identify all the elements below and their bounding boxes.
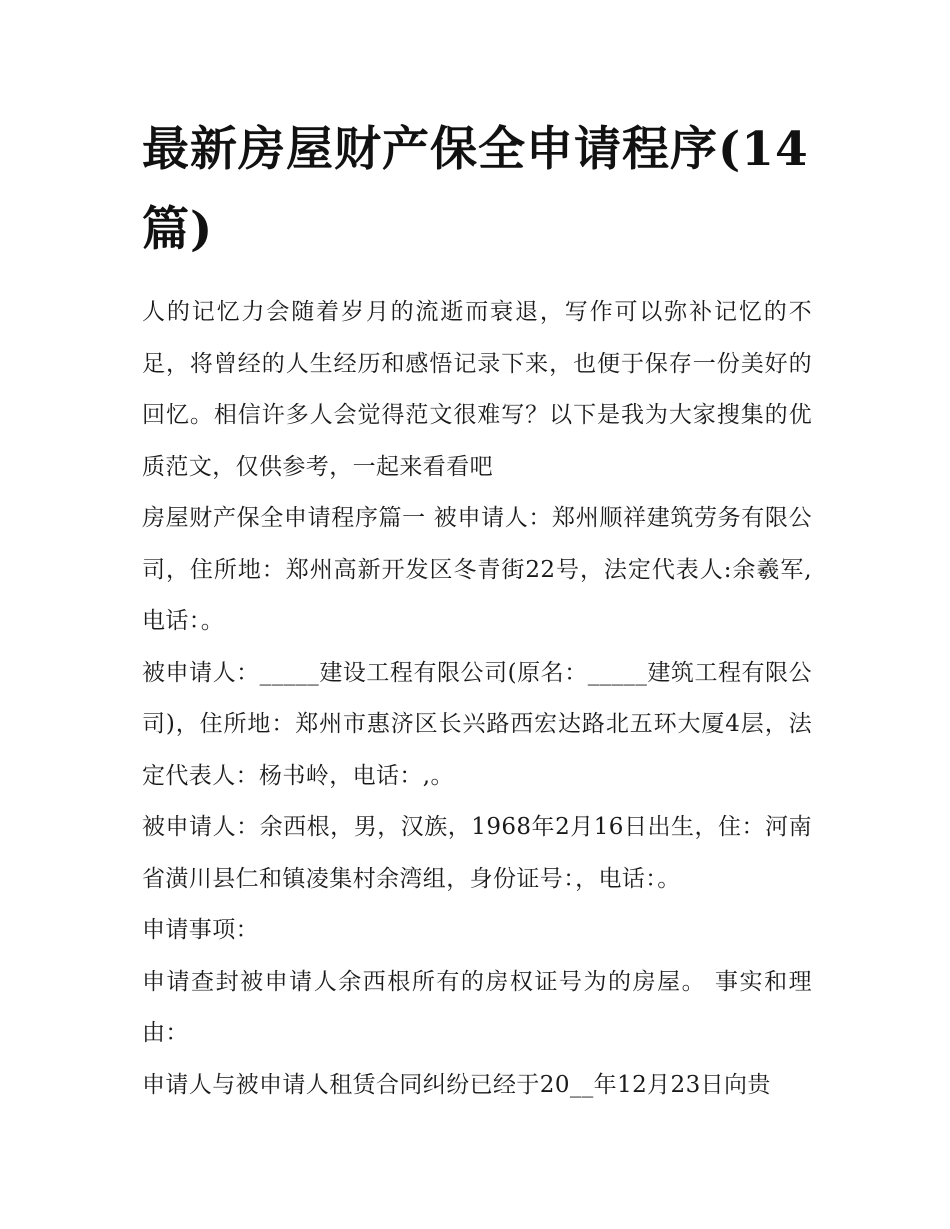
document-content	[142, 110, 812, 1111]
application-items-heading: 申请事项：	[142, 917, 259, 943]
document-title: 最新房屋财产保全申请程序(14篇)	[142, 122, 809, 257]
respondent-3-paragraph: 被申请人：余西根，男，汉族，1968年2月16日出生，住：河南省潢川县仁和镇凌集村余湾组，身份证号：，电话：。	[142, 814, 812, 892]
intro-paragraph: 人的记忆力会随着岁月的流逝而衰退，写作可以弥补记忆的不足，将曾经的人生经历和感悟记录下来，也便于保存一份美好的回忆。相信许多人会觉得范文很难写？以下是我为大家搜集的优质范文，仅供参考，一起来看看吧	[142, 299, 812, 480]
document-body	[142, 287, 812, 1111]
facts-paragraph: 申请人与被申请人租赁合同纠纷已经于20__年12月23日向贵	[142, 1071, 771, 1098]
application-request-paragraph: 申请查封被申请人余西根所有的房权证号为的房屋。 事实和理由：	[142, 968, 812, 1046]
respondent-1-paragraph: 房屋财产保全申请程序篇一 被申请人：郑州顺祥建筑劳务有限公司，住所地：郑州高新开发区冬青街22号，法定代表人:余羲军,电话：。	[142, 505, 812, 634]
respondent-2-paragraph: 被申请人：_____建设工程有限公司(原名：_____建筑工程有限公司)，住所地：郑州市惠济区长兴路西宏达路北五环大厦4层，法定代表人：杨书岭，电话：,。	[142, 659, 812, 789]
